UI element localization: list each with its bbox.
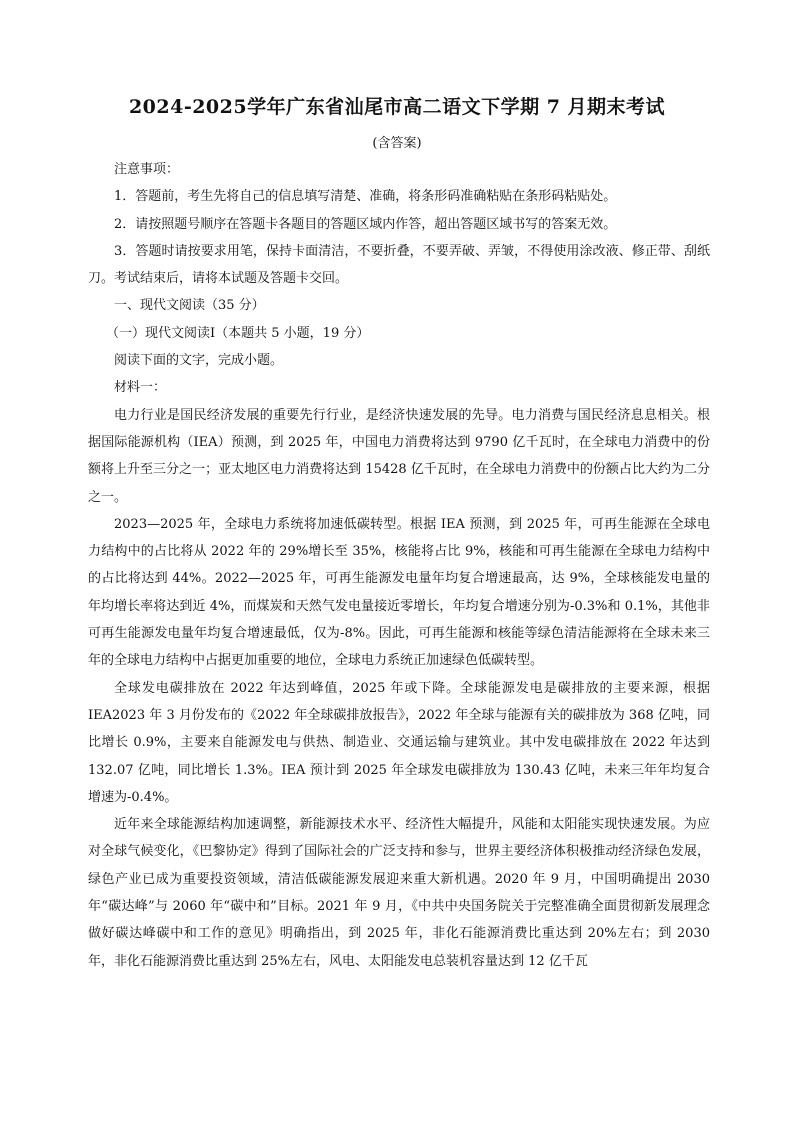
- material-paragraph: 2023—2025 年，全球电力系统将加速低碳转型。根据 IEA 预测，到 2025 年，可再生能源在全球电力结构中的占比将从 2022 年的 29%增长至 35%，核能将占比 9%，核能和可再生能源在全球电力结构中的占比将达到 44%。2022—2025 年，可再生能源发电量年均复合增速最高，达 9%，全球核能发电量的年均增长率将达到近 4%，而煤炭和天然气发电量接近零增长，年均复合增速分别为-0.3%和 0.1%，其他非可再生能源发电量年均复合增速最低，仅为-8%。因此，可再生能源和核能等绿色清洁能源将在全球未来三年的全球电力结构中占据更加重要的地位，全球电力系统正加速绿色低碳转型。: [88, 516, 710, 669]
- subsection-heading: （一）现代文阅读Ⅰ（本题共 5 小题，19 分）: [106, 325, 370, 341]
- page-subtitle: (含答案): [372, 136, 422, 151]
- notice-item: 3．答题时请按要求用笔，保持卡面清洁，不要折叠，不要弄破、弄皱，不得使用涂改液、修正带、刮纸刀。考试结束后，请将本试题及答题卡交回。: [88, 243, 710, 287]
- material-paragraph: 全球发电碳排放在 2022 年达到峰值，2025 年或下降。全球能源发电是碳排放的主要来源，根据 IEA2023 年 3 月份发布的《2022 年全球碳排放报告》，2022 年全球与能源有关的碳排放为 368 亿吨，同比增长 0.9%，主要来自能源发电与供热、制造业、交通运输与建筑业。其中发电碳排放在 2022 年达到 132.07 亿吨，同比增长 1.3%。IEA 预计到 2025 年全球发电碳排放为 130.43 亿吨，未来三年年均复合增速为-0.4%。: [88, 680, 710, 805]
- material-label: 材料一：: [114, 380, 167, 396]
- material-paragraph: 电力行业是国民经济发展的重要先行行业，是经济快速发展的先导。电力消费与国民经济息息相关。根据国际能源机构（IEA）预测，到 2025 年，中国电力消费将达到 9790 亿千瓦时，在全球电力消费中的份额将上升至三分之一；亚太地区电力消费将达到 15428 亿千瓦时，在全球电力消费中的份额占比大约为二分之一。: [88, 407, 710, 505]
- document-body: [88, 156, 710, 975]
- material-paragraph: 近年来全球能源结构加速调整，新能源技术水平、经济性大幅提升，风能和太阳能实现快速发展。为应对全球气候变化，《巴黎协定》得到了国际社会的广泛支持和参与，世界主要经济体积极推动经济绿色发展，绿色产业已成为重要投资领域，清洁低碳能源发展迎来重大新机遇。2020 年 9 月，中国明确提出 2030 年“碳达峰”与 2060 年“碳中和”目标。2021 年 9 月，《中共中央国务院关于完整准确全面贯彻新发展理念做好碳达峰碳中和工作的意见》明确指出，到 2025 年，非化石能源消费比重达到 20%左右；到 2030 年，非化石能源消费比重达到 25%左右，风电、太阳能发电总装机容量达到 12 亿千瓦: [88, 817, 710, 969]
- page-title: 2024-2025学年广东省汕尾市高二语文下学期 7 月期末考试: [128, 96, 666, 118]
- reading-instruction: 阅读下面的文字，完成小题。: [114, 353, 284, 369]
- notice-item: 1．答题前，考生先将自己的信息填写清楚、准确，将条形码准确粘贴在条形码粘贴处。: [114, 189, 617, 205]
- section-heading: 一、现代文阅读（35 分）: [114, 298, 265, 314]
- notice-heading: 注意事项：: [114, 162, 180, 177]
- notice-item: 2．请按照题号顺序在答题卡各题目的答题区域内作答，超出答题区域书写的答案无效。: [114, 216, 617, 232]
